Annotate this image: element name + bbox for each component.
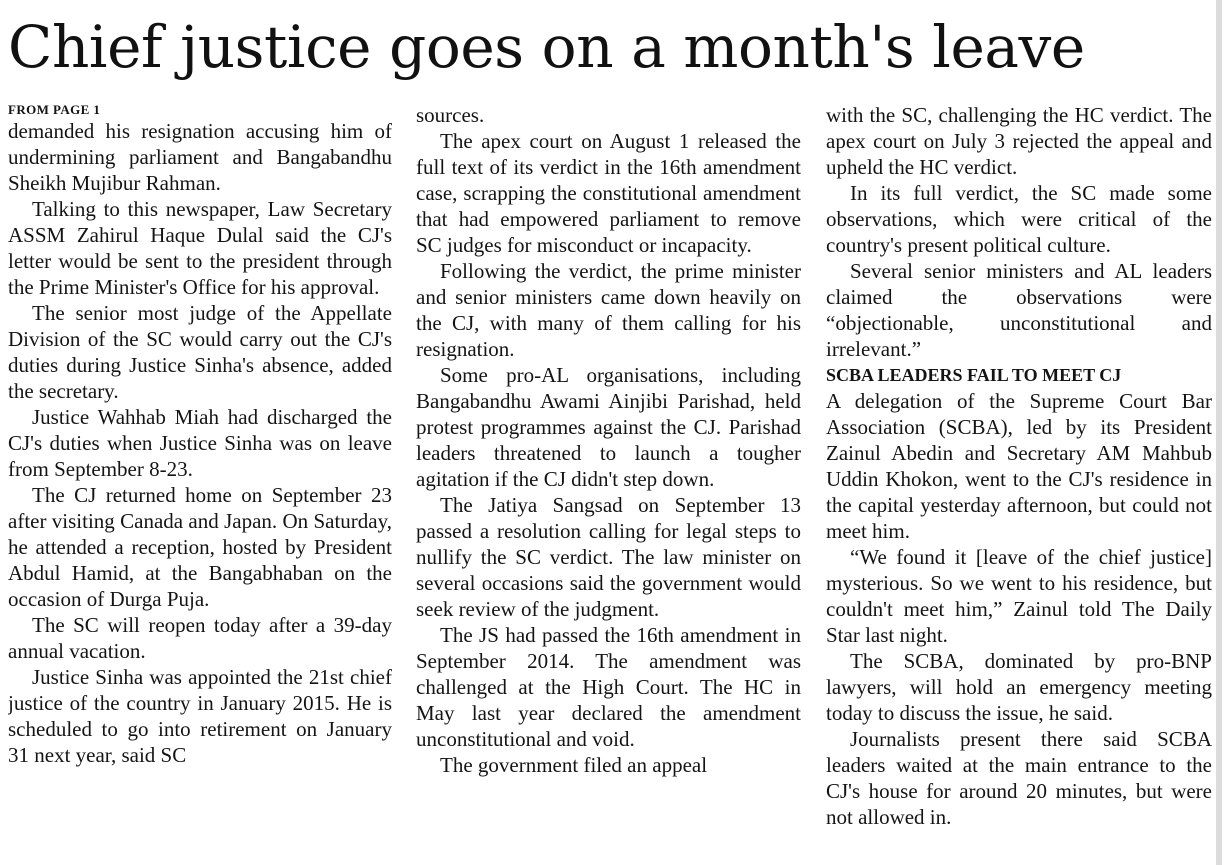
paragraph: The SC will reopen today after a 39-day annual vacation. [8,613,392,663]
paragraph: Justice Wahhab Miah had discharged the CJ's duties when Justice Sinha was on leave from September 8-23. [8,405,392,481]
paragraph: demanded his resignation accusing him of undermining parliament and Bangabandhu Sheikh Mujibur Rahman. [8,119,392,195]
section-subhead: SCBA LEADERS FAIL TO MEET CJ [826,365,1122,385]
paragraph: Journalists present there said SCBA leaders waited at the main entrance to the CJ's house for around 20 minutes, but were not allowed in. [826,727,1212,829]
article-column-3 [826,102,1212,852]
paragraph: sources. [416,103,485,127]
paragraph: The Jatiya Sangsad on September 13 passed a resolution calling for legal steps to nullify the SC verdict. The law minister on several occasions said the government would seek review of the judgment. [416,493,801,621]
paragraph: “We found it [leave of the chief justice] mysterious. So we went to his residence, but couldn't meet him,” Zainul told The Daily Star last night. [826,545,1212,647]
paragraph: Several senior ministers and AL leaders claimed the observations were “objectionable, unconstitutional and irrelevant.” [826,259,1212,361]
paragraph: In its full verdict, the SC made some observations, which were critical of the country's present political culture. [826,181,1212,257]
paragraph: The SCBA, dominated by pro-BNP lawyers, will hold an emergency meeting today to discuss the issue, he said. [826,649,1212,725]
paragraph: Talking to this newspaper, Law Secretary ASSM Zahirul Haque Dulal said the CJ's letter would be sent to the president through the Prime Minister's Office for his approval. [8,197,392,299]
headline: Chief justice goes on a month's leave [8,13,1085,81]
paragraph: Some pro-AL organisations, including Bangabandhu Awami Ainjibi Parishad, held protest programmes against the CJ. Parishad leaders threatened to launch a tougher agitation if the CJ didn't step down. [416,363,801,491]
article-column-1 [8,102,392,852]
paragraph: The government filed an appeal [440,753,708,777]
paragraph: The JS had passed the 16th amendment in September 2014. The amendment was challenged at the High Court. The HC in May last year declared the amendment unconstitutional and void. [416,623,801,751]
page-edge-rule [1216,0,1222,865]
paragraph: The CJ returned home on September 23 after visiting Canada and Japan. On Saturday, he attended a reception, hosted by President Abdul Hamid, at the Bangabhaban on the occasion of Durga Puja. [8,483,392,611]
paragraph: with the SC, challenging the HC verdict. The apex court on July 3 rejected the appeal and upheld the HC verdict. [826,103,1212,179]
article-column-2 [416,102,801,852]
paragraph: Justice Sinha was appointed the 21st chief justice of the country in January 2015. He is scheduled to go into retirement on January 31 next year, said SC [8,665,392,767]
paragraph: The senior most judge of the Appellate Division of the SC would carry out the CJ's duties during Justice Sinha's absence, added the secretary. [8,301,392,403]
paragraph: The apex court on August 1 released the full text of its verdict in the 16th amendment case, scrapping the constitutional amendment that had empowered parliament to remove SC judges for misconduct or incapacity. [416,129,801,257]
paragraph: A delegation of the Supreme Court Bar Association (SCBA), led by its President Zainul Abedin and Secretary AM Mahbub Uddin Khokon, went to the CJ's residence in the capital yesterday afternoon, but could not meet him. [826,389,1212,543]
paragraph: Following the verdict, the prime minister and senior ministers came down heavily on the CJ, with many of them calling for his resignation. [416,259,801,361]
continuation-kicker: FROM PAGE 1 [8,102,101,117]
